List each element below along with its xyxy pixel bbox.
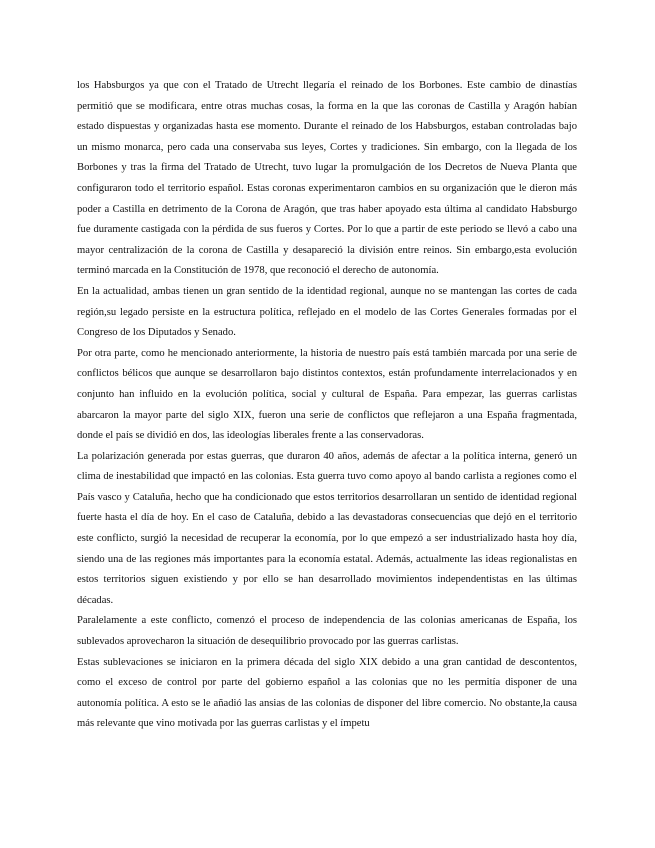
paragraph: Estas sublevaciones se iniciaron en la primera década del siglo XIX debido a una gran cantidad de descontentos, como el exceso de control por parte del gobierno español a las colonias que no les permitía disponer de una autonomía política. A esto se le añadió las ansias de las colonias de disponer del libre comercio. No obstante,la causa más relevante que vino motivada por las guerras carlistas y el ímpetu bbox=[77, 656, 577, 730]
document-page bbox=[77, 76, 577, 735]
paragraph: los Habsburgos ya que con el Tratado de Utrecht llegaría el reinado de los Borbones. Este cambio de dinastías permitió que se modificara, entre otras muchas cosas, la forma en la que las coronas de Castilla y Aragón habían estado dispuestas y organizadas hasta ese momento. Durante el reinado de los Habsburgos, estaban controladas bajo un mismo monarca, pero cada una conservaba sus leyes, Cortes y tradiciones. Sin embargo, con la llegada de los Borbones y tras la firma del Tratado de Utrecht, tuvo lugar la promulgación de los Decretos de Nueva Planta que configuraron todo el territorio español. Estas coronas experimentaron cambios en su organización que le dieron más poder a Castilla en detrimento de la Corona de Aragón, que tras haber apoyado esta última al candidato Habsburgo fue duramente castigada con la pérdida de sus fueros y Cortes. Por lo que a partir de este periodo se llevó a cabo una mayor centralización de la corona de Castilla y desapareció la división entre reinos. Sin embargo,esta evolución terminó marcada en la Constitución de 1978, que reconoció el derecho de autonomía. bbox=[77, 80, 577, 277]
paragraph: Paralelamente a este conflicto, comenzó el proceso de independencia de las colonias americanas de España, los sublevados aprovecharon la situación de desequilibrio provocado por las guerras carlistas. bbox=[77, 615, 577, 648]
paragraph: En la actualidad, ambas tienen un gran sentido de la identidad regional, aunque no se mantengan las cortes de cada región,su legado persiste en la estructura política, reflejado en el modelo de las Cortes Generales formadas por el Congreso de los Diputados y Senado. bbox=[77, 285, 577, 339]
paragraph: Por otra parte, como he mencionado anteriormente, la historia de nuestro país está también marcada por una serie de conflictos bélicos que aunque se desarrollaron bajo distintos contextos, están profundamente interrelacionados y en conjunto han influido en la evolución política, social y cultural de España. Para empezar, las guerras carlistas abarcaron la mayor parte del siglo XIX, fueron una serie de conflictos que reflejaron a una España fragmentada, donde el país se dividió en dos, las ideologías liberales frente a las conservadoras. bbox=[77, 347, 577, 442]
paragraph: La polarización generada por estas guerras, que duraron 40 años, además de afectar a la política interna, generó un clima de inestabilidad que impactó en las colonias. Esta guerra tuvo como apoyo al bando carlista a regiones como el País vasco y Cataluña, hecho que ha condicionado que estos territorios desarrollaran un sentido de identidad regional fuerte hasta el día de hoy. En el caso de Cataluña, debido a las devastadoras consecuencias que dejó en el territorio este conflicto, surgió la necesidad de recuperar la economía, por lo que empezó a ser industrializado hasta hoy día, siendo una de las regiones más importantes para la economía estatal. Además, actualmente las ideas regionalistas en estos territorios siguen existiendo y por ello se han desarrollado movimientos independentistas en las últimas décadas. bbox=[77, 450, 577, 606]
